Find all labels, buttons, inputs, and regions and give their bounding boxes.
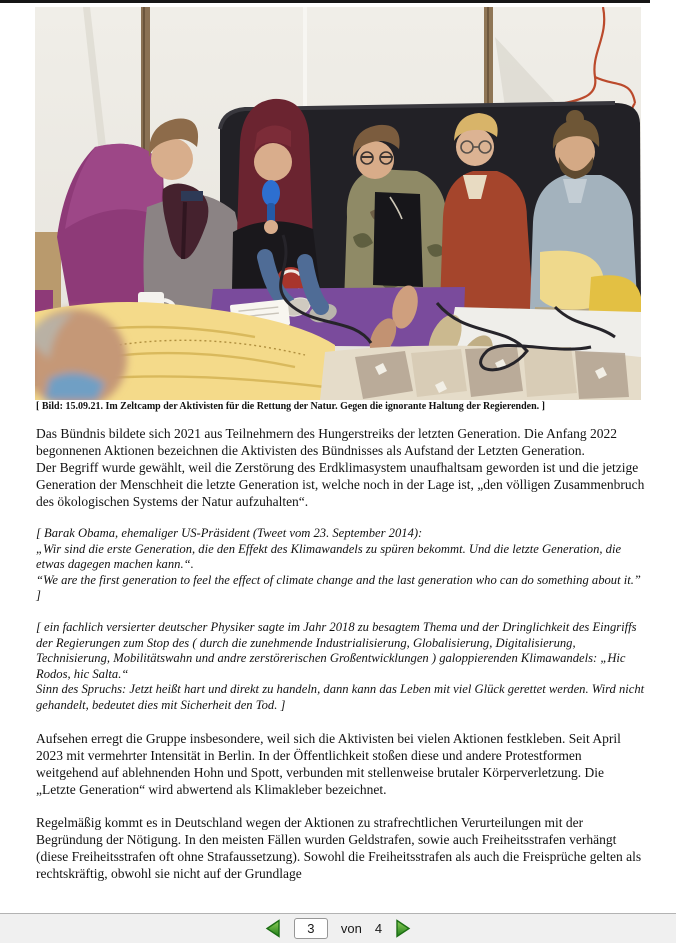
text-line: Das Bündnis bildete sich 2021 aus Teilnehmern des Hungerstreiks der letzten Generation. Die Anfang 2022 begonnenen Aktionen bezeichnen die Aktivisten des Bündnisses als Aufstand der Letzten Generation. (36, 426, 618, 458)
window-top-edge (0, 0, 650, 3)
paragraph (36, 459, 646, 510)
text-line: Aufsehen erregt die Gruppe insbesondere, weil sich die Aktivisten bei vielen Aktionen festkleben. Seit April 2023 mit vermehrter Intensität in Berlin. In der Öffentlichkeit stoßen diese und andere Protestformen weitgehend auf ablehnenden Hohn und Spott, verbunden mit stellenweise brutaler Körperverletzung. Die „Letzte Generation“ wird abwertend als Klimakleber bezeichnet. (36, 730, 621, 797)
article-photo (35, 7, 641, 400)
paragraph (36, 620, 646, 714)
arrow-left-icon (264, 919, 281, 938)
plaid-blanket (320, 346, 641, 400)
arrow-right-icon (395, 919, 412, 938)
total-pages: 4 (374, 921, 383, 936)
activists-tent-photo (35, 7, 641, 400)
photo-caption: [ Bild: 15.09.21. Im Zeltcamp der Aktivisten für die Rettung der Natur. Gegen die ignorante Haltung der Regierenden. ] (36, 401, 545, 412)
paragraph (36, 730, 646, 798)
text-line: [ ein fachlich versierter deutscher Physiker sagte im Jahr 2018 zu besagtem Thema und der Dringlichkeit des Eingriffs der Regierungen zum Stop des ( durch die zunehmende Industrialisierung, Globalisierung, Digitalisierung, Technisierung, Mobilitätswahn und andre zerstörerischen Großentwicklungen ) galoppierenden Klimawandels: „Hic Rodos, hic Salta.“ (36, 619, 637, 681)
text-line: Der Begriff wurde gewählt, weil die Zerstörung des Erdklimasystem unaufhaltsam geworden ist und die jetzige Generation der Menschheit die letzte Generation ist, welche noch in der Lage ist, „den völligen Zusammenbruch des ökologischen Systems der Natur aufzuhalten“. (36, 460, 645, 509)
paragraph (36, 425, 646, 459)
pagination-bar (0, 913, 676, 943)
text-line: Regelmäßig kommt es in Deutschland wegen der Aktionen zu strafrechtlichen Verurteilungen mit der Begründung der Nötigung. In den meisten Fällen wurden Geldstrafen, sowie auch Freiheitsstrafen verhängt (diese Freiheitsstrafen oft ohne Strafaussetzung). Sowohl die Freiheitsstrafen als auch die Freisprüche gelten als rechtskräftig, obwohl sie nicht auf der Grundlage (36, 814, 642, 881)
next-page-button[interactable] (395, 919, 412, 938)
page-of-label: von (340, 921, 362, 936)
article-body (36, 425, 646, 882)
page-number-input[interactable] (294, 918, 328, 939)
text-line: [ Barak Obama, ehemaliger US-Präsident (Tweet vom 23. September 2014): (36, 526, 423, 540)
text-line: “We are the first generation to feel the effect of climate change and the last generation who can do something about it.” ] (36, 572, 641, 603)
text-line: Sinn des Spruchs: Jetzt heißt hart und direkt zu handeln, dann kann das Leben mit viel Glück gerettet werden. Wird nicht gehandelt, bedeutet dies mit Sicherheit den Tod. ] (36, 682, 645, 712)
paragraph (36, 814, 646, 882)
paragraph (36, 526, 646, 604)
previous-page-button[interactable] (264, 919, 281, 938)
text-line: „Wir sind die erste Generation, die den Effekt des Klimawandels zu spüren bekommt. Und die letzte Generation, die etwas dagegen machen kann.“. (36, 541, 622, 572)
